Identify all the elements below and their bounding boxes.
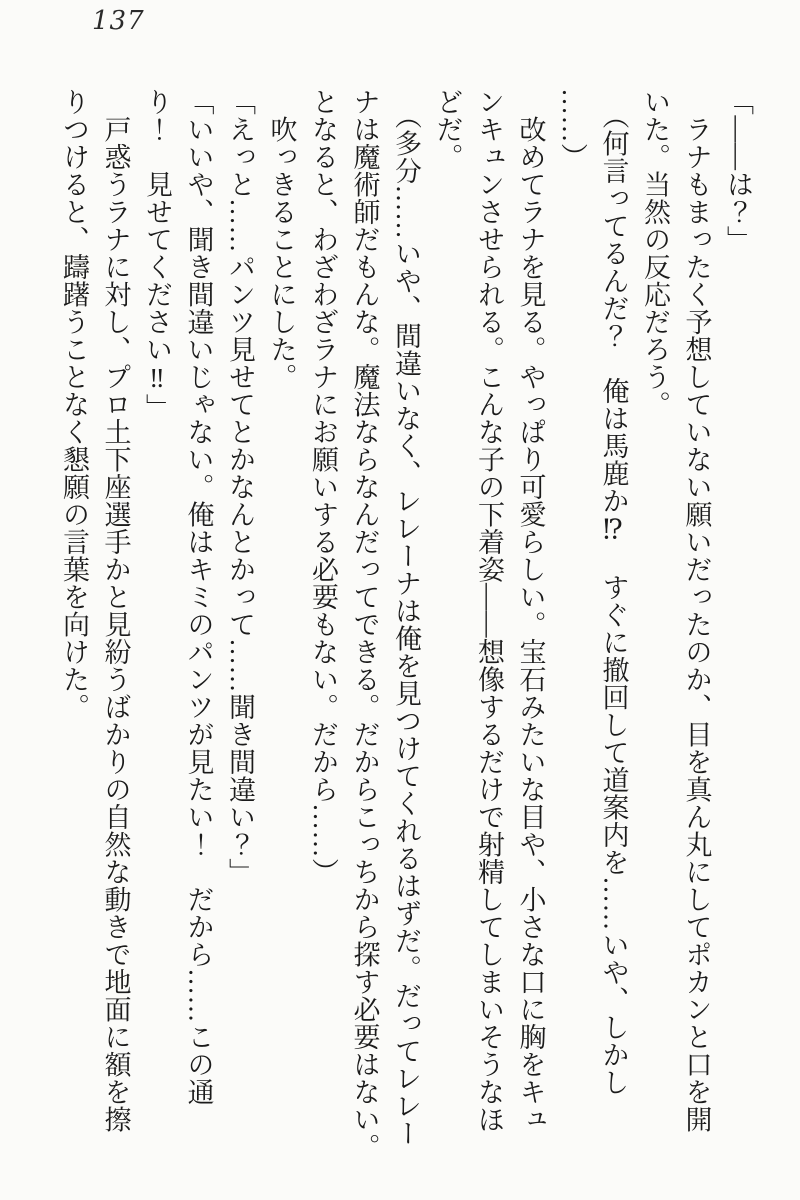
text-column: 改めてラナを見る。やっぱり可愛らしい。宝石みたいな目や、小さな口に胸をキュ [515,88,546,1133]
text-column: ンキュンさせられる。こんな子の下着姿――想像するだけで射精してしまいそうなほ [474,88,504,1133]
text-column: となると、わざわざラナにお願いする必要もない。だから……） [308,88,338,886]
text-column: ……） [557,88,587,171]
page-number: 137 [92,6,145,36]
text-column: ラナもまったく予想していない願いだったのか、目を真ん丸にしてポカンと口を開 [681,88,712,1133]
text-column: （多分……いや、間違いなく、レレーナは俺を見つけてくれるはずだ。だってレレー [391,88,421,1147]
text-column: どだ。 [432,88,463,171]
text-column: 戸惑うラナに対し、プロ土下座選手かと見紛うばかりの自然な動きで地面に額を擦 [100,88,131,1133]
novel-text-block [53,88,759,1180]
text-column: りつけると、躊躇うことなく懇願の言葉を向けた。 [59,88,89,721]
text-column: 「えっと……パンツ見せてとかなんとかって……聞き間違い？」 [225,88,255,886]
text-column: 「――は？」 [723,88,753,253]
text-column: ナは魔術師だもんな。魔法ならなんだってできる。だからこっちから探す必要はない。 [349,88,380,1161]
text-column: 「いいや、聞き間違いじゃない。俺はキミのパンツが見たい！ だから……この通 [183,88,214,1106]
text-column: （何言ってるんだ？ 俺は馬鹿か⁉ すぐに撤回して道案内を……いや、しかし [598,88,629,1096]
text-column: いた。当然の反応だろう。 [640,88,670,418]
text-column: り！ 見せてください‼」 [142,88,172,421]
text-column: 吹っきることにした。 [266,88,297,391]
